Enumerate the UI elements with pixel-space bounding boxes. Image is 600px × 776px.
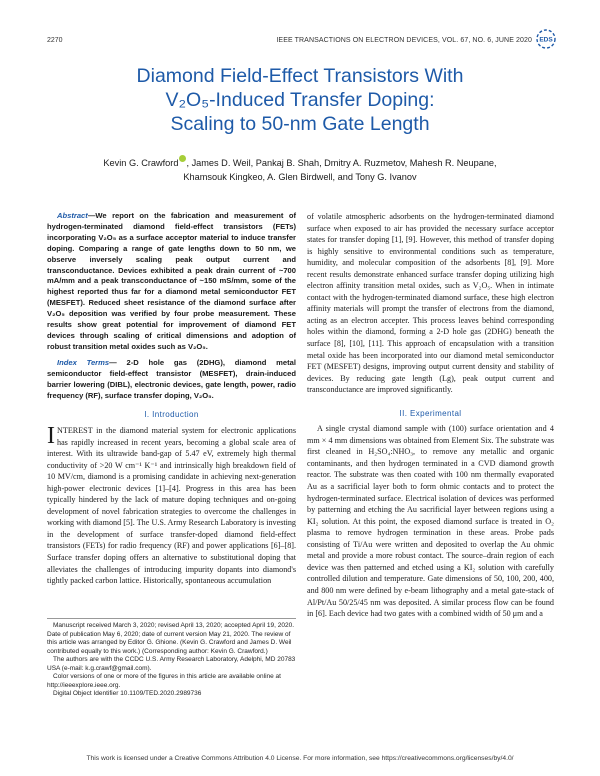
license-notice: This work is licensed under a Creative Commons Attribution 4.0 License. For more information, see https://creativecommons.org/licenses/by/4.0/ [86,755,514,762]
title-line-1: Diamond Field-Effect Transistors With [136,65,464,87]
paper-title [60,64,540,136]
abstract-label: Abstract [57,211,88,220]
right-paragraph-1: of volatile atmospheric adsorbents on the hydrogen-terminated diamond surface when exposed to air has provided the necessary surface acceptor states for transfer doping [1], [9]. However, this method of transfer doping is highly sensitive to environmental conditions such as temperature, humidity, and molecular composition of the adsorbents [8], [9]. More recent results demonstrate enhanced surface transfer doping utilizing high electron affinity transition metal oxides, such as V₂O₅. When in intimate contact with the hydrogen-terminated diamond surface, these high electron affinity materials will prompt the transfer of electrons from the diamond, acting as an electron accepter. This process leaves behind corresponding holes within the diamond, forming a 2-D hole gas (2DHG) beneath the surface [8], [10], [11]. This approach of encapsulation with a transition metal oxide has been incorporated into our diamond metal semiconductor FET (MESFET) designs, improving output current density and stability of devices. By reducing gate length (Lg), peak output current and transconductance are improved significantly. [307,212,554,395]
drop-cap: I [47,422,55,449]
left-column [47,211,296,587]
footnote-manuscript: Manuscript received March 3, 2020; revised April 13, 2020; accepted April 19, 2020. Date of publication May 6, 2020; date of current version May 21, 2020. The review of this article was arranged by Editor G. Ghione. (Kevin G. Crawford and James D. Weil contributed equally to this work.) (Corresponding author: Kevin G. Crawford.) [47,622,295,655]
page-number: 2270 [47,37,63,44]
index-terms-label: Index Terms [57,357,110,367]
index-terms-text: — 2-D hole gas (2DHG), diamond metal semiconductor field-effect transistor (MESFET), drain-induced barrier lowering (DIBL), electronic devices, gate length, power, radio frequency (RF), surface transfer doping, V₂O₅. [47,357,296,400]
experimental-paragraph: A single crystal diamond sample with (100) surface orientation and 4 mm × 4 mm dimensions was obtained from Element Six. The substrate was first cleaned in H₂SO₄:NHO₃, to remove any metallic and organic contaminants, and then hydrogen terminated in a CVD diamond growth reactor. The substrate was then coated with 100 nm thermally evaporated Au as a sacrificial layer both to form ohmic contacts and to protect the hydrogen-terminated surface. Electrical isolation of devices was performed by patterning and etching the Au sacrificial layer between regions using a KI₂ solution. At this point, the exposed diamond surface is treated in O₂ plasma to remove hydrogen termination in these areas. Probe pads consisting of Ti/Au were written and deposited to overlap the Au ohmic metal and provide a more robust contact. The source–drain region of each device was then patterned and etched using a KI₂ solution with carefully controlled dilution and temperature. Gate dimensions of 50, 100, 200, 400, and 800 nm were defined by e-beam lithography and a metal gate-stack of Al/Pt/Au 50/25/45 nm was deposited. A similar process flow can be found in [6]. Each device had two gates with a combined width of 50 μm and a [307,424,554,619]
abstract [47,211,296,353]
author-first: Kevin G. Crawford [103,158,179,168]
journal-header: IEEE TRANSACTIONS ON ELECTRON DEVICES, VOL. 67, NO. 6, JUNE 2020 [276,37,532,44]
footnotes [47,618,296,699]
footnote-color: Color versions of one or more of the figures in this article are available online at http://ieeexplore.ieee.org. [47,673,281,689]
section-heading-experimental: II. Experimental [399,408,462,418]
introduction-text: NTEREST in the diamond material system for electronic applications has rapidly increased in recent years, becoming a global scale area of interest. With its ultrawide band-gap of 5.47 eV, extremely high thermal conductivity of >20 W cm⁻¹ K⁻¹ and intrinsically high breakdown field of 10 MV/cm, diamond is a promising candidate in achieving next-generation high-power electronic devices [1]–[4]. Progress in this area has been typically hindered by the lack of mature doping techniques and on-going development of novel fabrication strategies to overcome the challenges in working with diamond [5]. The U.S. Army Research Laboratory is investing in the development of surface transfer-doped diamond field-effect transistors (FETs) for radio frequency (RF) and power applications [6]–[8]. Surface transfer doping offers an alternative to substitutional doping that alleviates the challenges of introducing impurity dopants into diamond's tightly packed carbon lattice. Historically, spontaneous accumulation [47,425,296,586]
title-line-2: V₂O₅-Induced Transfer Doping: [165,89,435,111]
eds-logo-text: EDS [539,36,553,44]
title-line-3: Scaling to 50-nm Gate Length [170,113,430,135]
author-list [48,155,552,184]
footnote-affiliation: The authors are with the CCDC U.S. Army Research Laboratory, Adelphi, MD 20783 USA (e-mail: k.g.crawf@gmail.com). [47,656,296,672]
section-heading-introduction: I. Introduction [144,410,199,420]
authors-line-1: , James D. Weil, Pankaj B. Shah, Dmitry A. Ruzmetov, Mahesh R. Neupane, [186,158,497,168]
abstract-text: —We report on the fabrication and measurement of hydrogen-terminated diamond field-effect transistors (FETs) incorporating V₂O₅ as a surface acceptor material to induce transfer doping. Comparing a range of gate lengths down to 50 nm, we observe inversely scaling peak output current and transconductance. Devices exhibited a peak drain current of ~700 mA/mm and a peak transconductance of ~150 mS/mm, some of the highest reported thus far for a diamond metal semiconductor FET (MESFET). Reduced sheet resistance of the diamond surface after V₂O₅ deposition was verified by four probe measurement. These results show great potential for improvement of diamond FET devices through scaling of critical dimensions and adoption of robust transition metal oxides such as V₂O₅. [47,211,296,351]
introduction-paragraph [47,422,296,587]
footnote-doi: Digital Object Identifier 10.1109/TED.2020.2989736 [53,690,202,697]
right-column [307,211,554,620]
eds-society-logo [536,26,556,52]
authors-line-2: Khamsouk Kingkeo, A. Glen Birdwell, and Tony G. Ivanov [183,172,417,182]
index-terms [47,358,296,402]
